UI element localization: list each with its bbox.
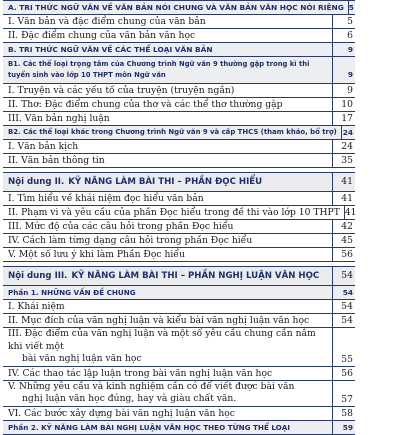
toc-item[interactable] — [3, 220, 355, 234]
toc-page-number: 45 — [341, 235, 353, 246]
toc-label-line2: nghị luận văn học đúng, hay và giàu chất văn. — [22, 393, 237, 404]
toc-page-number: 5 — [348, 3, 354, 12]
toc-label-line1: III. Đặc điểm của văn nghị luận và một số yêu cầu chung cần nắm khi viết một — [8, 328, 316, 352]
toc-page-number: 54 — [342, 288, 353, 297]
toc-item[interactable] — [3, 15, 355, 29]
toc-part-1[interactable] — [3, 286, 355, 300]
toc-page-number: 54 — [341, 301, 353, 312]
toc-page-number: 57 — [341, 393, 353, 405]
toc-item[interactable] — [3, 112, 355, 126]
toc-section-a[interactable] — [3, 1, 355, 15]
toc-item[interactable] — [3, 98, 355, 112]
toc-label: B. TRI THỨC NGỮ VĂN VỀ CÁC THỂ LOẠI VĂN BẢN — [3, 43, 333, 56]
toc-page-number: 10 — [341, 99, 353, 110]
toc-label: B1. Các thể loại trọng tâm của Chương trình Ngữ văn 9 thường gặp trong kì thi tuyển sinh vào lớp 10 THPT môn Ngữ văn — [3, 57, 333, 83]
toc-page-number: 54 — [341, 270, 353, 281]
toc-content-prefix: Nội dung II. — [8, 177, 65, 187]
toc-page-number: 9 — [347, 85, 353, 96]
toc-label: III. Mức độ của các câu hỏi trong phần Đọc hiểu — [3, 220, 333, 233]
toc-label: A. TRI THỨC NGỮ VĂN VỀ VĂN BẢN NÓI CHUNG VÀ VĂN BẢN VĂN HỌC NÓI RIÊNG — [3, 1, 349, 14]
toc-page-number: 6 — [347, 30, 353, 41]
toc-label: Phần 2. KỸ NĂNG LÀM BÀI NGHỊ LUẬN VĂN HỌC THEO TỪNG THỂ LOẠI — [3, 421, 333, 434]
toc-page-number: 55 — [341, 353, 353, 365]
toc-label: III. Văn bản nghị luận — [3, 112, 333, 125]
toc-page-number: 9 — [347, 45, 353, 54]
toc-label: Phần 1. NHỮNG VẤN ĐỀ CHUNG — [3, 286, 333, 299]
toc-label: VI. Các bước xây dựng bài văn nghị luận văn học — [3, 407, 333, 420]
toc-subsection-b1[interactable] — [3, 57, 355, 84]
toc-page-number: 41 — [341, 193, 353, 204]
toc-page-number: 9 — [347, 70, 353, 79]
toc-label: IV. Cách làm từng dạng câu hỏi trong phần Đọc hiểu — [3, 234, 333, 247]
toc-label-line2: bài văn nghị luận văn học — [22, 353, 142, 364]
toc-label: KỸ NĂNG LÀM BÀI THI – PHẦN NGHỊ LUẬN VĂN HỌC — [71, 271, 320, 281]
toc-label: I. Khái niệm — [3, 300, 333, 313]
toc-label: II. Mục đích của văn nghị luận và kiểu bài văn nghị luận văn học — [3, 314, 333, 327]
toc-label: II. Phạm vi và yêu cầu của phần Đọc hiểu trong đề thi vào lớp 10 THPT — [3, 206, 345, 219]
toc-item[interactable] — [3, 381, 355, 407]
toc-label: I. Văn bản và đặc điểm chung của văn bản — [3, 15, 333, 28]
toc-label: KỸ NĂNG LÀM BÀI THI – PHẦN ĐỌC HIỂU — [68, 177, 263, 187]
toc-label: B2. Các thể loại khác trong Chương trình Ngữ văn 9 và cấp THCS (tham khảo, bổ trợ) — [3, 126, 342, 139]
table-of-contents — [3, 0, 355, 435]
toc-page-number: 41 — [344, 207, 357, 218]
toc-page-number: 17 — [341, 113, 353, 124]
toc-section-b[interactable] — [3, 43, 355, 57]
toc-label: I. Văn bản kịch — [3, 140, 333, 153]
toc-item[interactable] — [3, 314, 355, 328]
toc-item[interactable] — [3, 192, 355, 206]
toc-content-prefix: Nội dung III. — [8, 271, 68, 281]
toc-label: IV. Các thao tác lập luận trong bài văn nghị luận văn học — [3, 367, 333, 380]
toc-page-number: 56 — [341, 249, 353, 260]
toc-item[interactable] — [3, 234, 355, 248]
toc-page-number: 35 — [341, 155, 353, 166]
toc-label: I. Truyện và các yếu tố của truyện (truyện ngắn) — [3, 84, 333, 97]
toc-page-number: 59 — [342, 422, 353, 432]
toc-item[interactable] — [3, 154, 355, 168]
toc-label: I. Tìm hiểu về khái niệm đọc hiểu văn bản — [3, 192, 333, 205]
toc-content-3[interactable] — [3, 267, 355, 286]
toc-item[interactable] — [3, 206, 355, 220]
toc-item[interactable] — [3, 140, 355, 154]
toc-label: II. Đặc điểm chung của văn bản văn học — [3, 29, 333, 42]
toc-item[interactable] — [3, 300, 355, 314]
toc-page-number: 5 — [347, 16, 353, 27]
toc-item[interactable] — [3, 248, 355, 262]
toc-label: II. Thơ: Đặc điểm chung của thơ và các thể thơ thường gặp — [3, 98, 333, 111]
toc-item[interactable] — [3, 84, 355, 98]
toc-item[interactable] — [3, 367, 355, 381]
toc-page-number: 58 — [341, 407, 353, 419]
toc-content-2[interactable] — [3, 173, 355, 192]
toc-page-number: 41 — [341, 176, 353, 187]
toc-page-number: 56 — [341, 367, 353, 379]
toc-page-number: 54 — [341, 315, 353, 326]
toc-label: V. Một số lưu ý khi làm Phần Đọc hiểu — [3, 248, 333, 261]
toc-part-2[interactable] — [3, 421, 355, 435]
toc-page-number: 24 — [341, 141, 353, 152]
toc-item[interactable] — [3, 328, 355, 367]
toc-page-number: 42 — [341, 221, 353, 232]
toc-label: II. Văn bản thông tin — [3, 154, 333, 167]
toc-subsection-b2[interactable] — [3, 126, 355, 140]
toc-page-number: 24 — [342, 128, 353, 137]
toc-label-line1: V. Những yêu cầu và kinh nghiệm cần có để viết được bài văn — [8, 380, 295, 392]
toc-item[interactable] — [3, 407, 355, 421]
toc-item[interactable] — [3, 29, 355, 43]
